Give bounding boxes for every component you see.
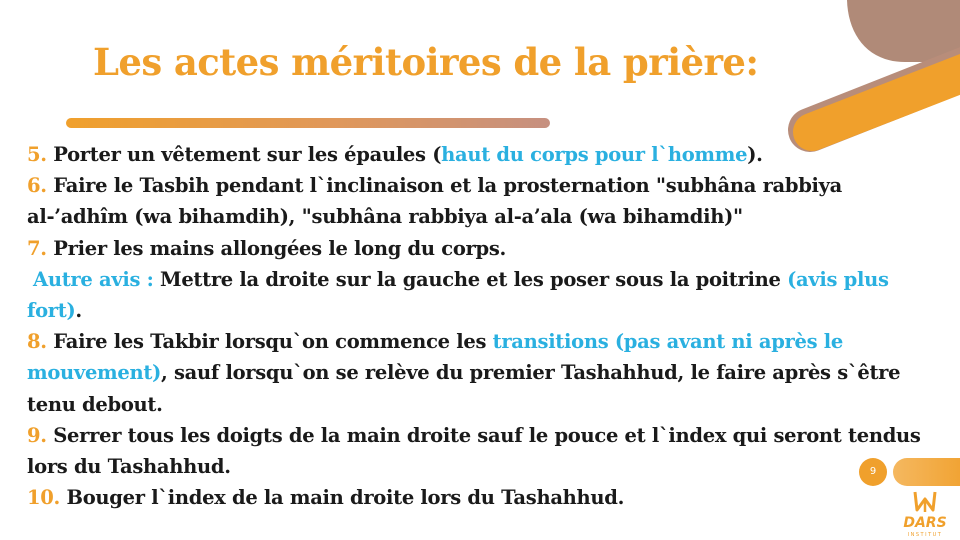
slide-content — [27, 139, 932, 513]
item-text: Bouger l`index de la main droite lors du Tashahhud. — [66, 486, 625, 510]
page-number-bar — [893, 458, 960, 486]
list-item — [27, 326, 932, 420]
logo-text: DARS — [903, 515, 947, 531]
item-number: 5. — [27, 143, 47, 166]
item-text: Faire le Tasbih pendant l`inclinaison et la prosternation "subhâna rabbiya al-’adhîm (wa bihamdih), "subhâna rabbiya al-a’ala (wa bihamdih)" — [27, 174, 843, 229]
page-number: 9 — [859, 458, 887, 486]
list-item — [27, 482, 932, 513]
item-highlight: (avis plus fort) — [27, 267, 889, 323]
dars-logo-icon — [896, 488, 954, 538]
list-item — [27, 170, 932, 232]
list-item — [27, 233, 932, 264]
list-item — [27, 420, 932, 482]
item-text: . — [75, 299, 82, 323]
item-text: Serrer tous les doigts de la main droite sauf le pouce et l`index qui seront tendus lors du Tashahhud. — [27, 423, 921, 479]
item-number: 7. — [27, 236, 47, 260]
item-text: , sauf lorsqu`on se relève du premier Tashahhud, le faire après s`être tenu debout. — [27, 361, 901, 416]
list-item — [27, 139, 932, 170]
item-label: Autre avis : — [33, 267, 154, 291]
item-text: Faire les Takbir lorsqu`on commence les — [53, 330, 493, 354]
logo-subtext: INSTITUT — [907, 532, 943, 538]
item-highlight: haut du corps pour l`homme — [441, 143, 748, 166]
item-number: 10. — [27, 486, 61, 510]
title-underline — [66, 118, 550, 128]
slide-title: Les actes méritoires de la prière: — [93, 40, 759, 84]
item-text: ). — [747, 143, 763, 166]
item-number: 6. — [27, 174, 47, 198]
item-highlight: transitions (pas avant ni après le mouvement) — [27, 330, 844, 385]
item-text: Mettre la droite sur la gauche et les poser sous la poitrine — [160, 267, 788, 291]
list-item — [27, 264, 932, 326]
item-text: Porter un vêtement sur les épaules ( — [53, 143, 442, 166]
item-number: 8. — [27, 330, 47, 354]
item-number: 9. — [27, 423, 47, 447]
item-text: Prier les mains allongées le long du corps. — [53, 236, 507, 260]
